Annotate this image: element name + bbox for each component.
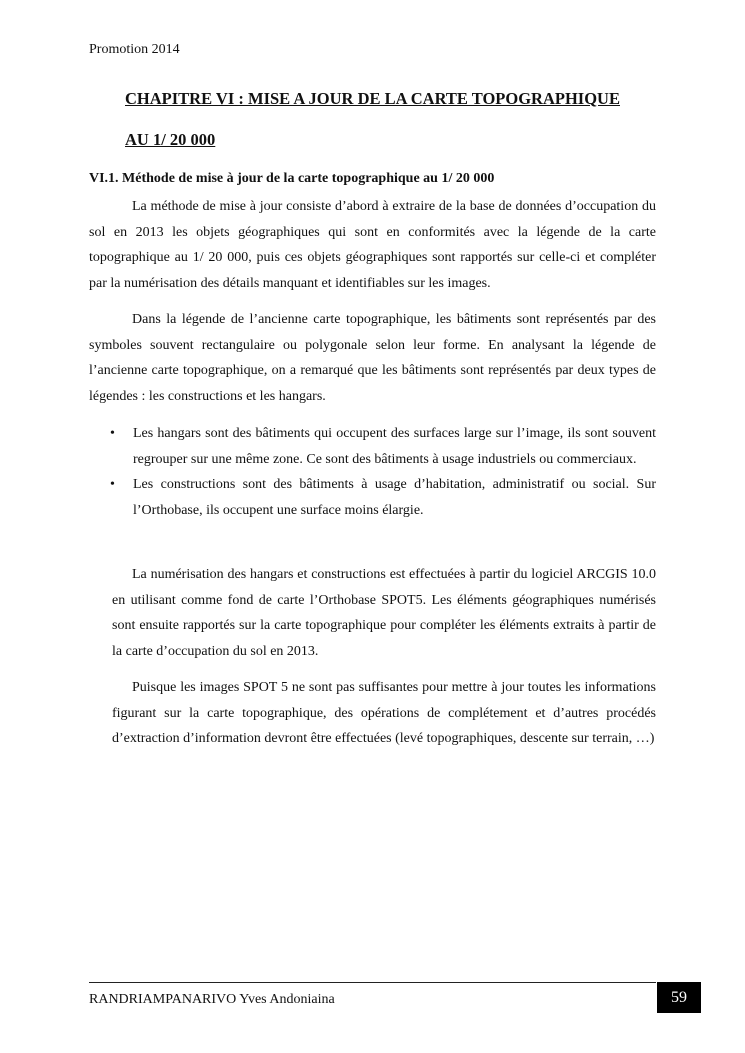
footer-author: RANDRIAMPANARIVO Yves Andoniaina	[89, 992, 335, 1007]
list-item	[110, 472, 656, 523]
list-item-text: Les constructions sont des bâtiments à usage d’habitation, administratif ou social. Sur l’Orthobase, ils occupent une surface moins élargie.	[133, 477, 656, 519]
paragraph-4: Puisque les images SPOT 5 ne sont pas suffisantes pour mettre à jour toutes les informations figurant sur la carte topographique, des opérations de complétement et d’autres procédés d’extraction d’information devront être effectuées (levé topographiques, descente sur terrain, …)	[112, 680, 656, 747]
paragraph-3: La numérisation des hangars et constructions est effectuées à partir du logiciel ARCGIS 10.0 en utilisant comme fond de carte l’Orthobase SPOT5. Les éléments géographiques numérisés sont ensuite rapportés sur la carte topographique pour compléter les éléments extraits à partir de la carte d’occupation du sol en 2013.	[112, 567, 656, 660]
paragraph-2: Dans la légende de l’ancienne carte topographique, les bâtiments sont représentés par des symboles souvent rectangulaire ou polygonale selon leur forme. En analysant la légende de l’ancienne carte topographique, on a remarqué que les bâtiments sont représentés par deux types de légendes : les constructions et les hangars.	[89, 312, 656, 405]
chapter-title-line-2: AU 1/ 20 000	[125, 130, 216, 149]
bullet-icon: •	[110, 477, 115, 493]
running-header: Promotion 2014	[89, 42, 180, 57]
footer-divider	[89, 982, 656, 983]
chapter-title-line-1: CHAPITRE VI : MISE A JOUR DE LA CARTE TOPOGRAPHIQUE	[125, 89, 620, 108]
list-item-text: Les hangars sont des bâtiments qui occupent des surfaces large sur l’image, ils sont souvent regrouper sur une même zone. Ce sont des bâtiments à usage industriels ou commerciaux.	[133, 426, 656, 467]
paragraph-1: La méthode de mise à jour consiste d’abord à extraire de la base de données d’occupation du sol en 2013 les objets géographiques qui sont en conformités avec la légende de la carte topographique au 1/ 20 000, puis ces objets géographiques sont rapportés sur celle-ci et compléter par la numérisation des détails manquant et identifiables sur les images.	[89, 199, 656, 292]
list-item	[110, 421, 656, 472]
page-number: 59	[657, 982, 701, 1013]
bullet-list	[110, 421, 656, 524]
bullet-icon: •	[110, 426, 115, 441]
section-heading: VI.1. Méthode de mise à jour de la carte topographique au 1/ 20 000	[89, 171, 495, 186]
